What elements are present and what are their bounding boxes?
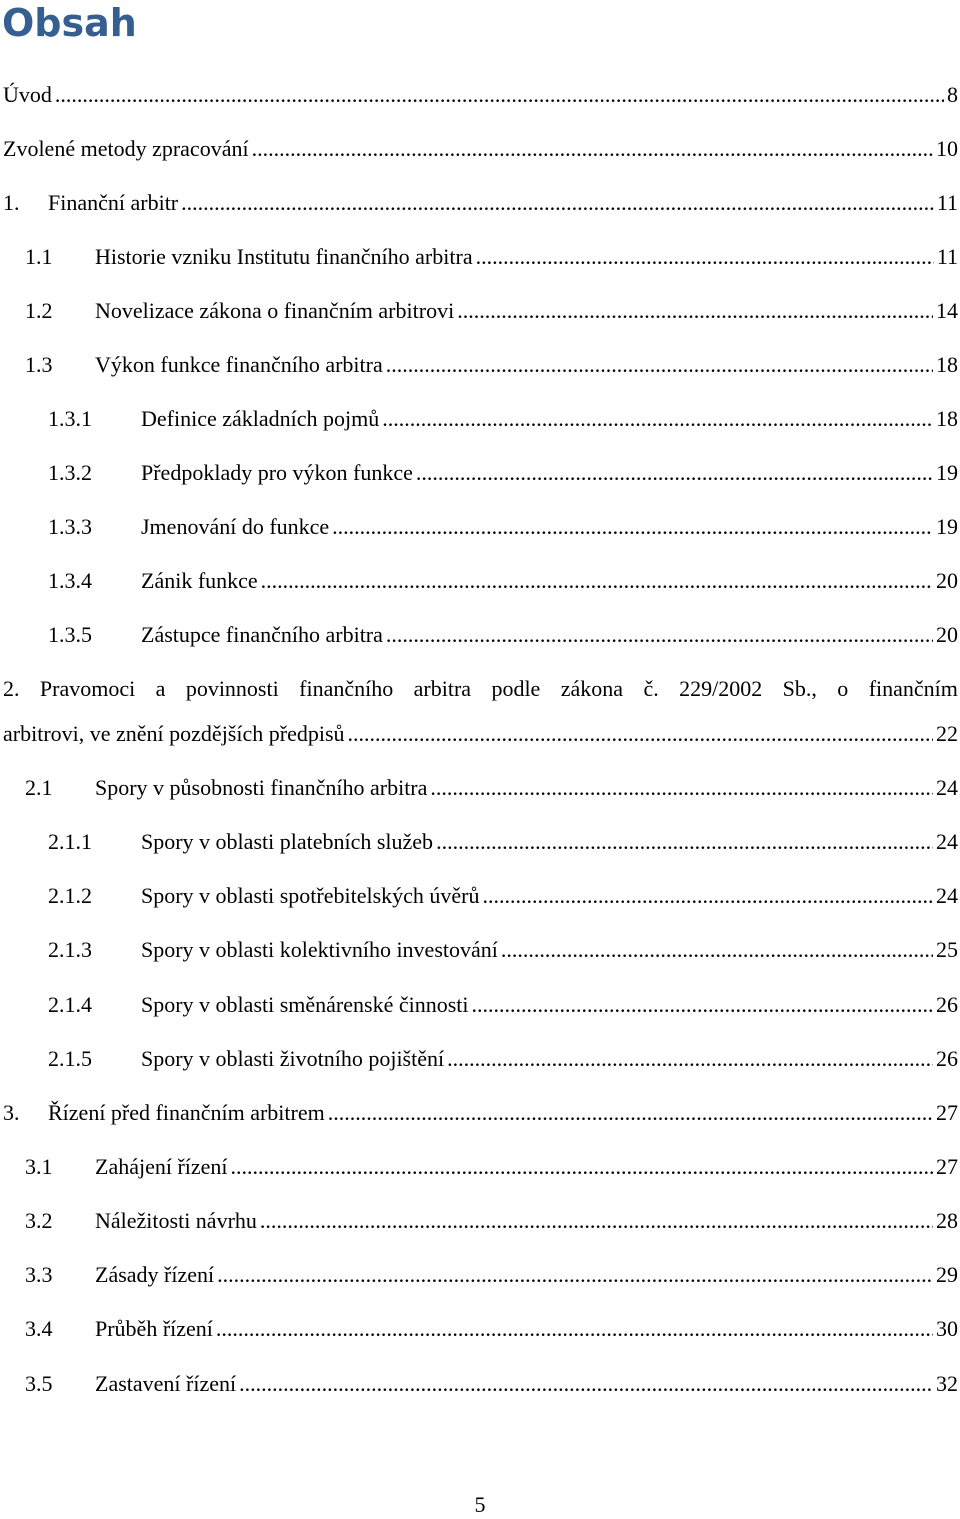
toc-entry-number: 3.5	[25, 1371, 53, 1396]
toc-entry-page: 24	[936, 883, 958, 908]
toc-leader-dots	[483, 881, 933, 911]
toc-entry-page: 14	[936, 298, 958, 323]
toc-entry[interactable]	[0, 566, 958, 596]
toc-entry-page: 18	[936, 406, 958, 431]
toc-entry-page: 30	[936, 1316, 958, 1341]
toc-entry-text: Předpoklady pro výkon funkce	[141, 460, 413, 485]
toc-entry-number: 1.3	[25, 352, 53, 377]
toc-entry-number: 1.3.3	[48, 514, 92, 539]
toc-leader-dots	[239, 1369, 933, 1399]
toc-entry-text: Průběh řízení	[95, 1316, 213, 1341]
toc-entry-word: finančním	[868, 676, 958, 701]
toc-entry-text: Zásady řízení	[95, 1262, 215, 1287]
toc-entry-word: Sb.,	[782, 676, 817, 701]
toc-entry-number: 2.1.2	[48, 883, 92, 908]
toc-entry-word: podle	[491, 676, 541, 701]
toc-entry-number: 3.4	[25, 1316, 53, 1341]
toc-entry-word: o	[837, 676, 849, 701]
toc-entry-text: Spory v oblasti spotřebitelských úvěrů	[141, 883, 480, 908]
toc-entry-text: Zahájení řízení	[95, 1154, 228, 1179]
toc-entry-word: arbitra	[413, 676, 472, 701]
toc-leader-dots	[476, 242, 934, 272]
toc-entry[interactable]	[0, 458, 958, 488]
toc-leader-dots	[436, 827, 933, 857]
toc-entry-page: 32	[936, 1371, 958, 1396]
toc-entry[interactable]	[0, 1369, 958, 1399]
toc-entry-page: 11	[936, 190, 958, 215]
toc-entry[interactable]	[0, 296, 958, 326]
toc-entry-number: 1.	[3, 190, 20, 215]
toc-leader-dots	[472, 990, 933, 1020]
toc-entry[interactable]	[0, 773, 958, 803]
toc-leader-dots	[55, 80, 944, 110]
toc-entry[interactable]	[0, 512, 958, 542]
toc-entry[interactable]	[0, 350, 958, 380]
toc-leader-dots	[386, 350, 933, 380]
toc-entry[interactable]	[0, 188, 958, 218]
toc-leader-dots	[332, 512, 933, 542]
toc-entry-page: 18	[936, 352, 958, 377]
toc-entry-word: 229/2002	[679, 676, 763, 701]
toc-leader-dots	[216, 1314, 933, 1344]
toc-entry-word: zákona	[560, 676, 624, 701]
toc-leader-dots	[457, 296, 933, 326]
toc-entry-number: 2.1.3	[48, 937, 92, 962]
toc-entry-page: 29	[936, 1262, 958, 1287]
toc-entry-page: 10	[936, 136, 958, 161]
toc-entry-text: Spory v oblasti kolektivního investování	[141, 937, 498, 962]
toc-entry-number: 1.3.1	[48, 406, 92, 431]
toc-entry-page: 26	[936, 992, 958, 1017]
toc-leader-dots	[231, 1152, 933, 1182]
toc-entry[interactable]	[0, 620, 958, 650]
toc-entry-text: Spory v oblasti platebních služeb	[141, 829, 434, 854]
toc-entry-number: 1.1	[25, 244, 53, 269]
toc-entry-word: a	[155, 676, 166, 701]
toc-entry[interactable]	[0, 881, 958, 911]
toc-entry-number: 1.3.2	[48, 460, 92, 485]
toc-entry-text: Historie vzniku Institutu finančního arbitra	[95, 244, 473, 269]
toc-entry[interactable]	[0, 990, 958, 1020]
toc-entry-number: 2.1	[25, 775, 53, 800]
toc-entry-number: 2.	[3, 676, 20, 701]
toc-entry-page: 25	[936, 937, 958, 962]
toc-entry-text: Definice základních pojmů	[141, 406, 380, 431]
toc-entry-text: Zánik funkce	[141, 568, 258, 593]
toc-entry-word: č.	[643, 676, 659, 701]
toc-entry-number: 3.2	[25, 1208, 53, 1233]
toc-entry-number: 2.1.1	[48, 829, 92, 854]
toc-entry-page: 28	[936, 1208, 958, 1233]
toc-entry-page: 20	[936, 568, 958, 593]
toc-entry-number: 2.1.4	[48, 992, 92, 1017]
toc-entry[interactable]	[0, 404, 958, 434]
toc-leader-dots	[260, 1206, 933, 1236]
toc-entry-text: Řízení před finančním arbitrem	[48, 1100, 325, 1125]
toc-entry-page: 19	[936, 460, 958, 485]
toc-entry-page: 11	[936, 244, 958, 269]
page-title: Obsah	[2, 1, 137, 45]
toc-leader-dots	[328, 1098, 933, 1128]
toc-entry-number: 1.2	[25, 298, 53, 323]
toc-entry-page: 24	[936, 775, 958, 800]
toc-leader-dots	[348, 719, 933, 749]
toc-entry-text: Novelizace zákona o finančním arbitrovi	[95, 298, 455, 323]
toc-entry[interactable]	[0, 1206, 958, 1236]
toc-entry-page: 22	[936, 721, 958, 746]
toc-entry[interactable]	[0, 80, 958, 110]
toc-leader-dots	[181, 188, 934, 218]
toc-entry-page: 27	[936, 1100, 958, 1125]
toc-entry-word: Pravomoci	[39, 676, 136, 701]
toc-entry-number: 3.3	[25, 1262, 53, 1287]
toc-leader-dots	[430, 773, 933, 803]
toc-entry-text: Náležitosti návrhu	[95, 1208, 257, 1233]
toc-entry[interactable]	[0, 935, 958, 965]
toc-entry-text: Výkon funkce finančního arbitra	[95, 352, 383, 377]
toc-entry[interactable]	[0, 1044, 958, 1074]
toc-entry-text: Jmenování do funkce	[141, 514, 330, 539]
toc-leader-dots	[501, 935, 933, 965]
toc-leader-dots	[416, 458, 933, 488]
toc-entry-number: 2.1.5	[48, 1046, 92, 1071]
toc-entry-word: povinnosti	[185, 676, 279, 701]
toc-entry[interactable]	[0, 1152, 958, 1182]
toc-leader-dots	[252, 134, 933, 164]
toc-entry-text: Finanční arbitr	[48, 190, 179, 215]
toc-entry-number: 1.3.4	[48, 568, 92, 593]
toc-entry-page: 24	[936, 829, 958, 854]
toc-entry[interactable]	[0, 134, 958, 164]
toc-leader-dots	[382, 404, 933, 434]
toc-leader-dots	[217, 1260, 933, 1290]
toc-entry-word: finančního	[299, 676, 394, 701]
toc-entry-heading-words	[3, 674, 958, 704]
toc-entry-page: 8	[947, 82, 958, 107]
toc-entry-wrap-line-1[interactable]	[0, 674, 958, 704]
toc-entry-text: arbitrovi, ve znění pozdějších předpisů	[3, 721, 345, 746]
toc-entry[interactable]	[0, 1098, 958, 1128]
toc-entry-page: 27	[936, 1154, 958, 1179]
toc-entry-page: 19	[936, 514, 958, 539]
toc-leader-dots	[447, 1044, 933, 1074]
toc-entry-wrap-line-2[interactable]	[0, 719, 958, 749]
toc-entry[interactable]	[0, 827, 958, 857]
toc-entry-number: 3.1	[25, 1154, 53, 1179]
toc-leader-dots	[386, 620, 933, 650]
toc-entry-text: Zástupce finančního arbitra	[141, 622, 383, 647]
toc-entry-number: 3.	[3, 1100, 20, 1125]
toc-leader-dots	[261, 566, 933, 596]
toc-entry[interactable]	[0, 1314, 958, 1344]
toc-entry-text: Spory v oblasti směnárenské činnosti	[141, 992, 469, 1017]
page-number: 5	[474, 1492, 486, 1517]
toc-entry-text: Zastavení řízení	[95, 1371, 237, 1396]
toc-entry-text: Zvolené metody zpracování	[3, 136, 249, 161]
toc-entry[interactable]	[0, 242, 958, 272]
toc-entry-page: 26	[936, 1046, 958, 1071]
toc-entry-page: 20	[936, 622, 958, 647]
toc-entry-number: 1.3.5	[48, 622, 92, 647]
toc-entry-text: Spory v působnosti finančního arbitra	[95, 775, 428, 800]
toc-entry-text: Úvod	[3, 82, 52, 107]
toc-entry-text: Spory v oblasti životního pojištění	[141, 1046, 445, 1071]
toc-entry[interactable]	[0, 1260, 958, 1290]
